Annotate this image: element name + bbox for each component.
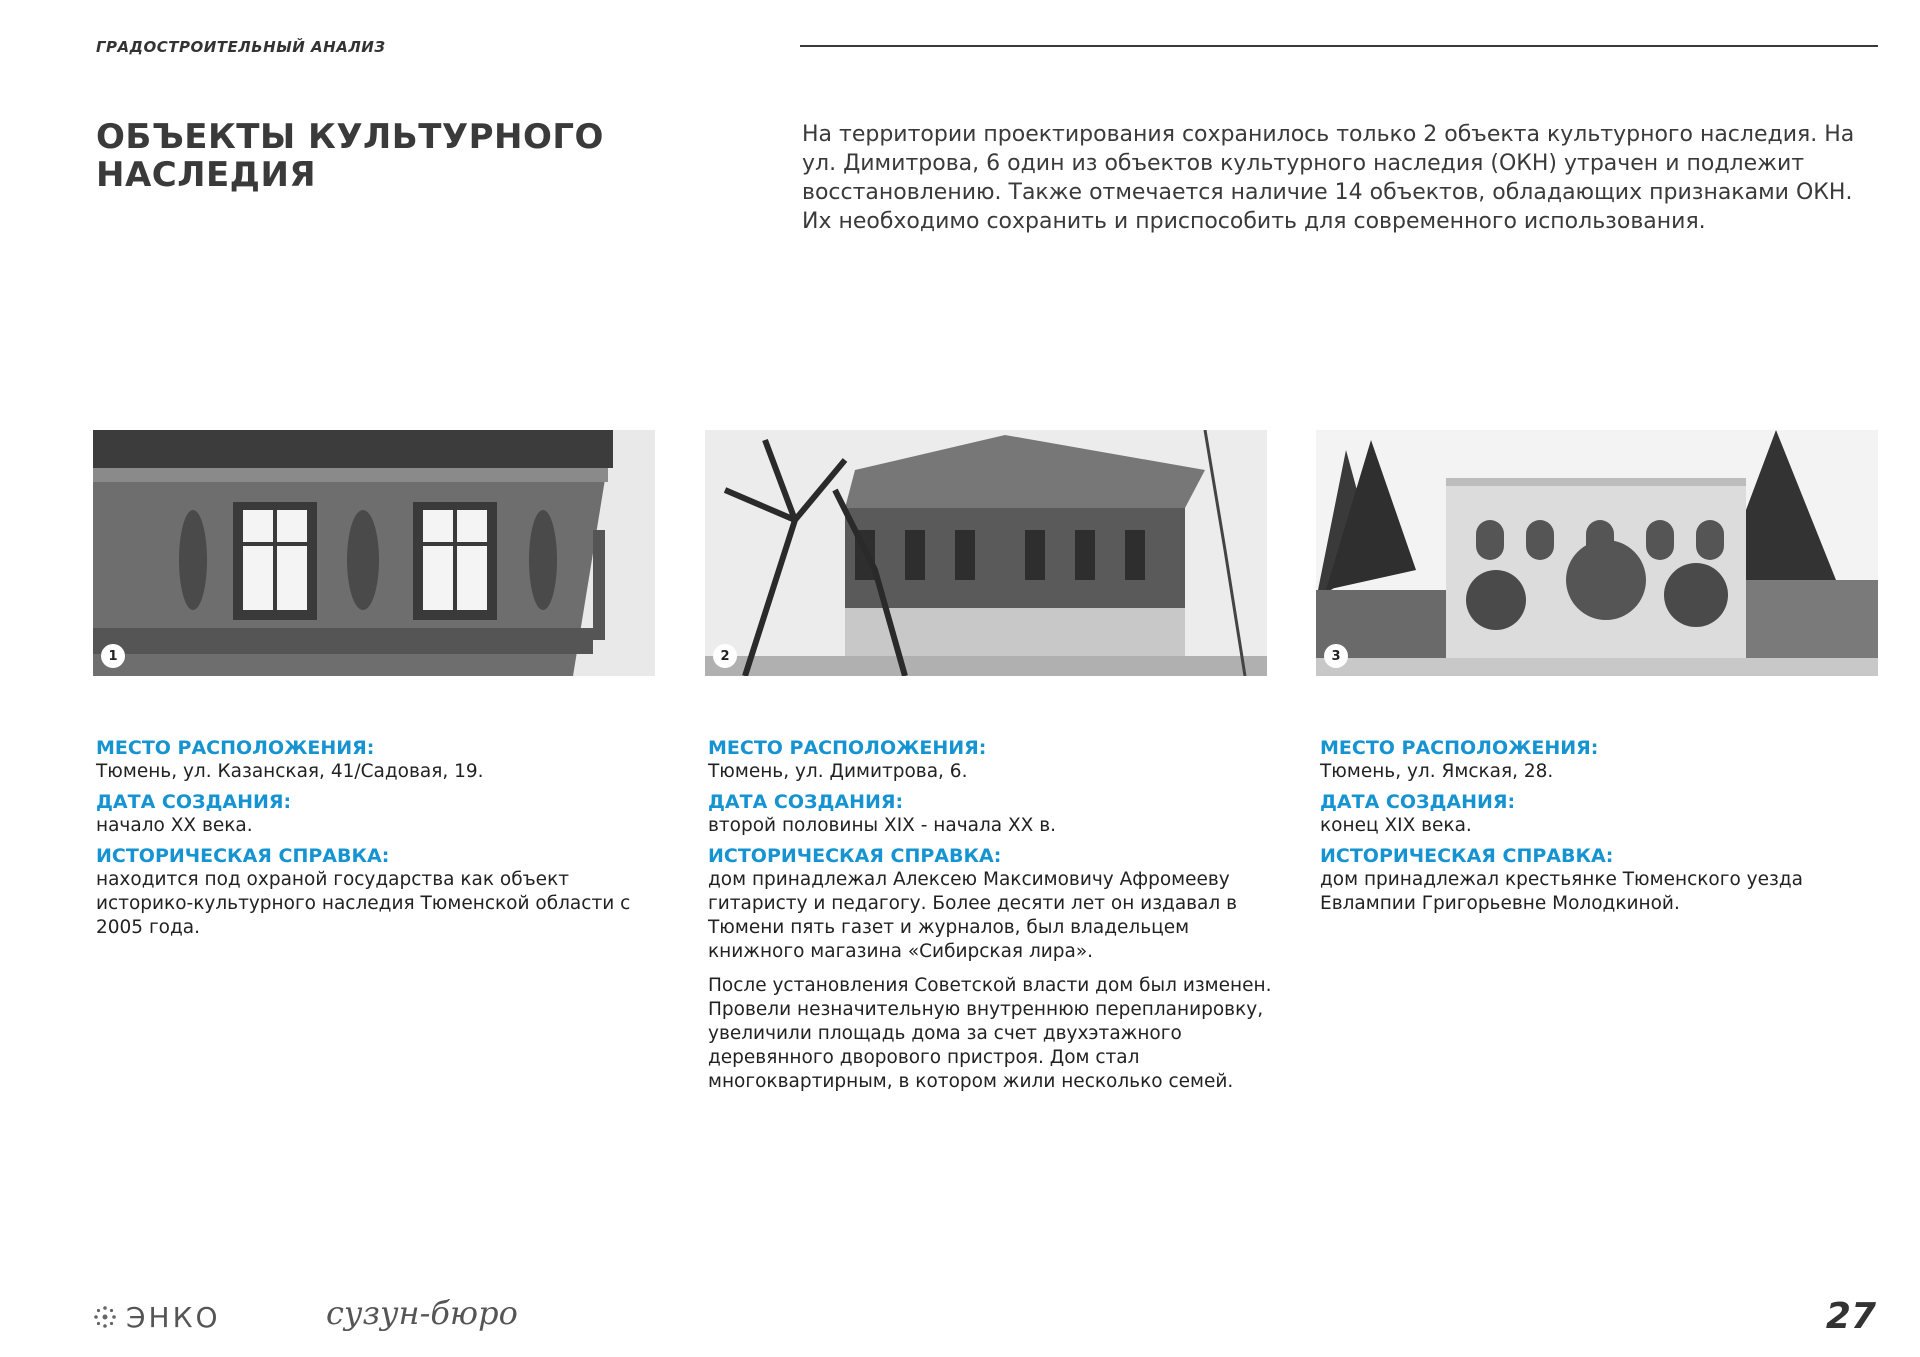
history-text: находится под охраной государства как объект историко-культурного наследия Тюменской области с 2005 года. <box>96 869 631 938</box>
enko-logo-icon <box>92 1304 118 1330</box>
enko-logo-text: ЭНКО <box>126 1300 221 1334</box>
location-value: Тюмень, ул. Димитрова, 6. <box>708 761 968 782</box>
log-house-image <box>705 430 1267 676</box>
location-label: МЕСТО РАСПОЛОЖЕНИЯ: <box>1320 737 1599 759</box>
date-label: ДАТА СОЗДАНИЯ: <box>1320 791 1516 813</box>
photo-number-badge: 1 <box>101 644 125 668</box>
suzun-bureau-logo: сузун-бюро <box>326 1294 518 1332</box>
page-title-line2: НАСЛЕДИЯ <box>96 155 317 195</box>
header-divider <box>800 45 1878 47</box>
photo-object-1 <box>93 430 655 676</box>
object-card-2 <box>708 736 1278 1100</box>
photo-number-badge: 2 <box>713 644 737 668</box>
location-value: Тюмень, ул. Ямская, 28. <box>1320 761 1554 782</box>
history-text-continued: После установления Советской власти дом был изменен. Провели незначительную внутреннюю перепланировку, увеличили площадь дома за счет двухэтажного деревянного дворового пристроя. Дом стал многоквартирным, в котором жили несколько семей. <box>708 975 1272 1092</box>
date-value: начало XX века. <box>96 815 253 836</box>
photo-number-badge: 3 <box>1324 644 1348 668</box>
page-title <box>96 118 656 194</box>
enko-logo <box>92 1300 221 1334</box>
location-label: МЕСТО РАСПОЛОЖЕНИЯ: <box>708 737 987 759</box>
photo-object-2 <box>705 430 1267 676</box>
intro-paragraph: На территории проектирования сохранилось только 2 объекта культурного наследия. На ул. Димитрова, 6 один из объектов культурного наследия (ОКН) утрачен и подлежит восстановлению. Также отмечается наличие 14 объектов, обладающих признаками ОКН. Их необходимо сохранить и приспособить для современного использования. <box>802 122 1855 234</box>
history-text: дом принадлежал крестьянке Тюменского уезда Евлампии Григорьевне Молодкиной. <box>1320 869 1803 914</box>
page-title-line1: ОБЪЕКТЫ КУЛЬТУРНОГО <box>96 117 604 157</box>
object-card-1 <box>96 736 666 946</box>
stone-mansion-image <box>1316 430 1878 676</box>
date-value: конец XIX века. <box>1320 815 1472 836</box>
date-label: ДАТА СОЗДАНИЯ: <box>708 791 904 813</box>
photo-object-3 <box>1316 430 1878 676</box>
wooden-facade-image <box>93 430 655 676</box>
date-label: ДАТА СОЗДАНИЯ: <box>96 791 292 813</box>
history-label: ИСТОРИЧЕСКАЯ СПРАВКА: <box>96 845 390 867</box>
section-label: ГРАДОСТРОИТЕЛЬНЫЙ АНАЛИЗ <box>96 38 386 56</box>
location-value: Тюмень, ул. Казанская, 41/Садовая, 19. <box>96 761 484 782</box>
history-label: ИСТОРИЧЕСКАЯ СПРАВКА: <box>708 845 1002 867</box>
history-label: ИСТОРИЧЕСКАЯ СПРАВКА: <box>1320 845 1614 867</box>
location-label: МЕСТО РАСПОЛОЖЕНИЯ: <box>96 737 375 759</box>
object-card-3 <box>1320 736 1890 922</box>
date-value: второй половины XIX - начала XX в. <box>708 815 1057 836</box>
page-number: 27 <box>1825 1296 1876 1337</box>
history-text: дом принадлежал Алексею Максимовичу Афромееву гитаристу и педагогу. Более десяти лет он издавал в Тюмени пять газет и журналов, был владельцем книжного магазина «Сибирская лира». <box>708 869 1238 962</box>
